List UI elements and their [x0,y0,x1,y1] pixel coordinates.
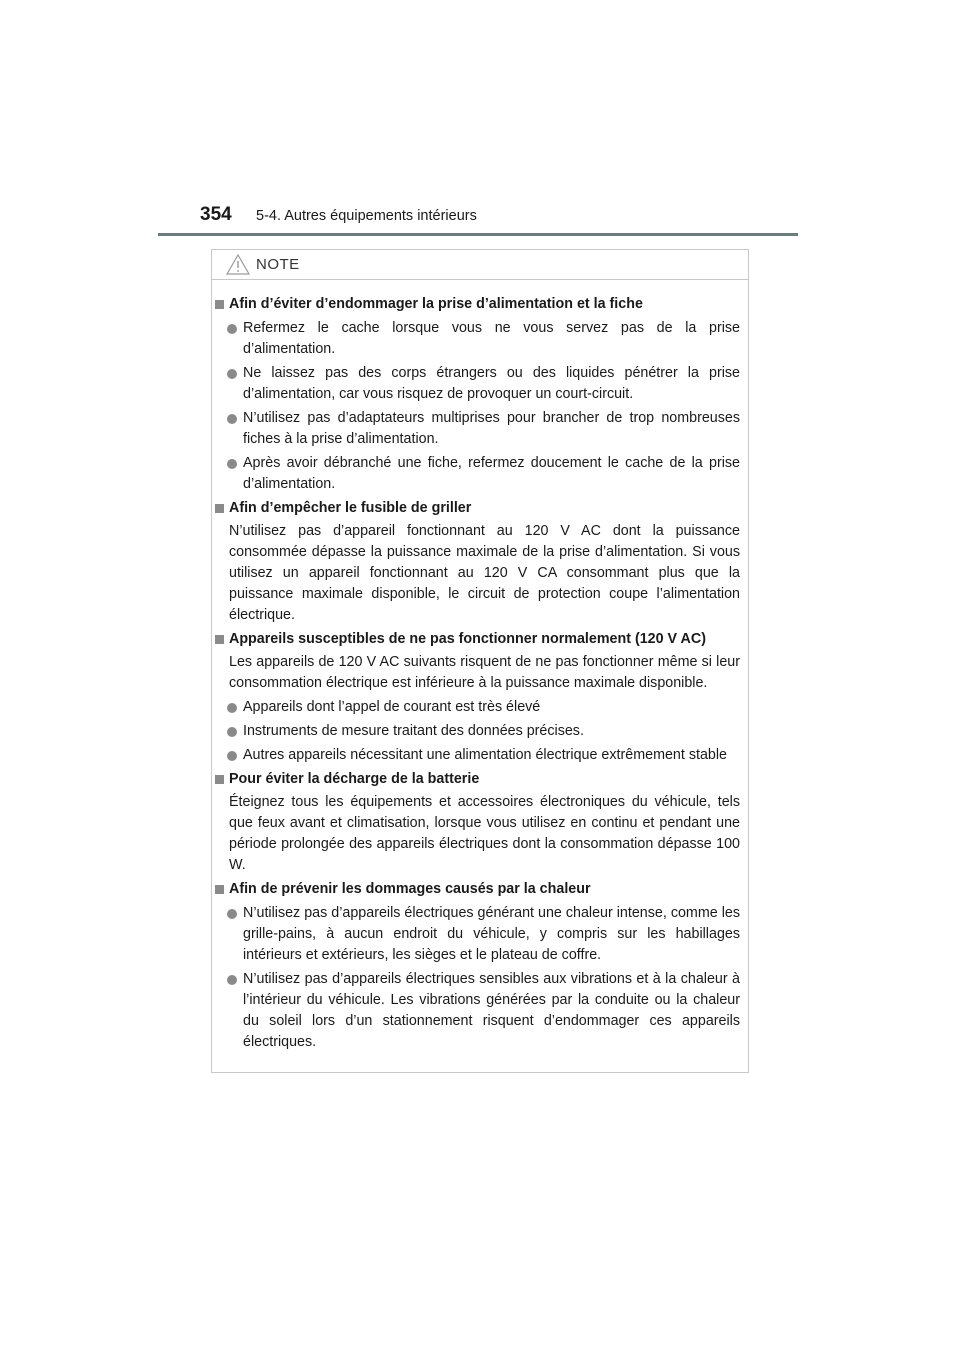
list-item-text: Après avoir débranché une fiche, refermez doucement le cache de la prise d’alimentation. [243,455,740,492]
section-heading-text: Pour éviter la décharge de la batterie [229,771,480,787]
list-item [212,318,748,360]
section-paragraph: Les appareils de 120 V AC suivants risquent de ne pas fonctionner même si leur consommation électrique est inférieure à la puissance maximale disponible. [229,654,740,691]
square-bullet-icon [215,635,224,644]
note-box [211,249,749,1073]
square-bullet-icon [215,504,224,513]
round-bullet-icon [227,909,237,919]
section-heading-text: Appareils susceptibles de ne pas fonctionner normalement (120 V AC) [229,631,706,647]
round-bullet-icon [227,751,237,761]
section-heading-text: Afin d’éviter d’endommager la prise d’alimentation et la fiche [229,296,643,312]
list-item-text: Refermez le cache lorsque vous ne vous servez pas de la prise d’alimentation. [243,320,740,357]
round-bullet-icon [227,727,237,737]
note-section [212,294,748,495]
note-section [212,629,748,766]
list-item-text: Appareils dont l’appel de courant est très élevé [243,699,541,715]
round-bullet-icon [227,414,237,424]
list-item [212,363,748,405]
section-heading [212,629,748,650]
section-heading-text: Afin d’empêcher le fusible de griller [229,500,472,516]
list-item-text: Autres appareils nécessitant une alimentation électrique extrêmement stable [243,747,727,763]
list-item-text: Ne laissez pas des corps étrangers ou des liquides pénétrer la prise d’alimentation, car vous risquez de provoquer un court-circuit. [243,365,740,402]
note-title: NOTE [256,256,300,273]
section-paragraph: Éteignez tous les équipements et accessoires électroniques du véhicule, tels que feux avant et climatisation, lorsque vous utilisez en continu et pendant une période prolongée des appareils électriques dont la consommation dépasse 100 W. [229,794,740,873]
list-item [212,453,748,495]
round-bullet-icon [227,975,237,985]
list-item [212,697,748,718]
note-section [212,879,748,1053]
section-paragraph: N’utilisez pas d’appareil fonctionnant au 120 V AC dont la puissance consommée dépasse la puissance maximale de la prise d’alimentation. Si vous utilisez un appareil fonctionnant au 120 V CA consommant plus que la puissance maximale disponible, le circuit de protection coupe l’alimentation électrique. [229,523,740,623]
chapter-title: 5-4. Autres équipements intérieurs [256,208,477,224]
section-heading-text: Afin de prévenir les dommages causés par la chaleur [229,881,591,897]
list-item [212,721,748,742]
list-item [212,903,748,966]
square-bullet-icon [215,885,224,894]
section-heading [212,769,748,790]
list-item-text: N’utilisez pas d’appareils électriques sensibles aux vibrations et à la chaleur à l’intérieur du véhicule. Les vibrations générées par la conduite ou la chaleur du soleil lors d’un stationnement risquent d’endommager ces appareils électriques. [243,971,740,1050]
round-bullet-icon [227,369,237,379]
note-body [212,294,748,1056]
square-bullet-icon [215,300,224,309]
round-bullet-icon [227,703,237,713]
list-item-text: N’utilisez pas d’appareils électriques générant une chaleur intense, comme les grille-pains, à aucun endroit du véhicule, y compris sur les habillages intérieurs et extérieurs, les sièges et le plateau de coffre. [243,905,740,963]
round-bullet-icon [227,459,237,469]
list-item-text: Instruments de mesure traitant des données précises. [243,723,584,739]
page-number: 354 [200,204,232,225]
warning-triangle-icon [226,254,250,275]
list-item-text: N’utilisez pas d’adaptateurs multiprises pour brancher de trop nombreuses fiches à la prise d’alimentation. [243,410,740,447]
list-item [212,969,748,1053]
section-heading [212,879,748,900]
note-section [212,769,748,876]
note-section [212,498,748,626]
section-heading [212,498,748,519]
note-header [212,250,748,280]
page-header [0,0,960,240]
square-bullet-icon [215,775,224,784]
round-bullet-icon [227,324,237,334]
list-item [212,745,748,766]
header-divider [158,233,798,236]
list-item [212,408,748,450]
section-heading [212,294,748,315]
